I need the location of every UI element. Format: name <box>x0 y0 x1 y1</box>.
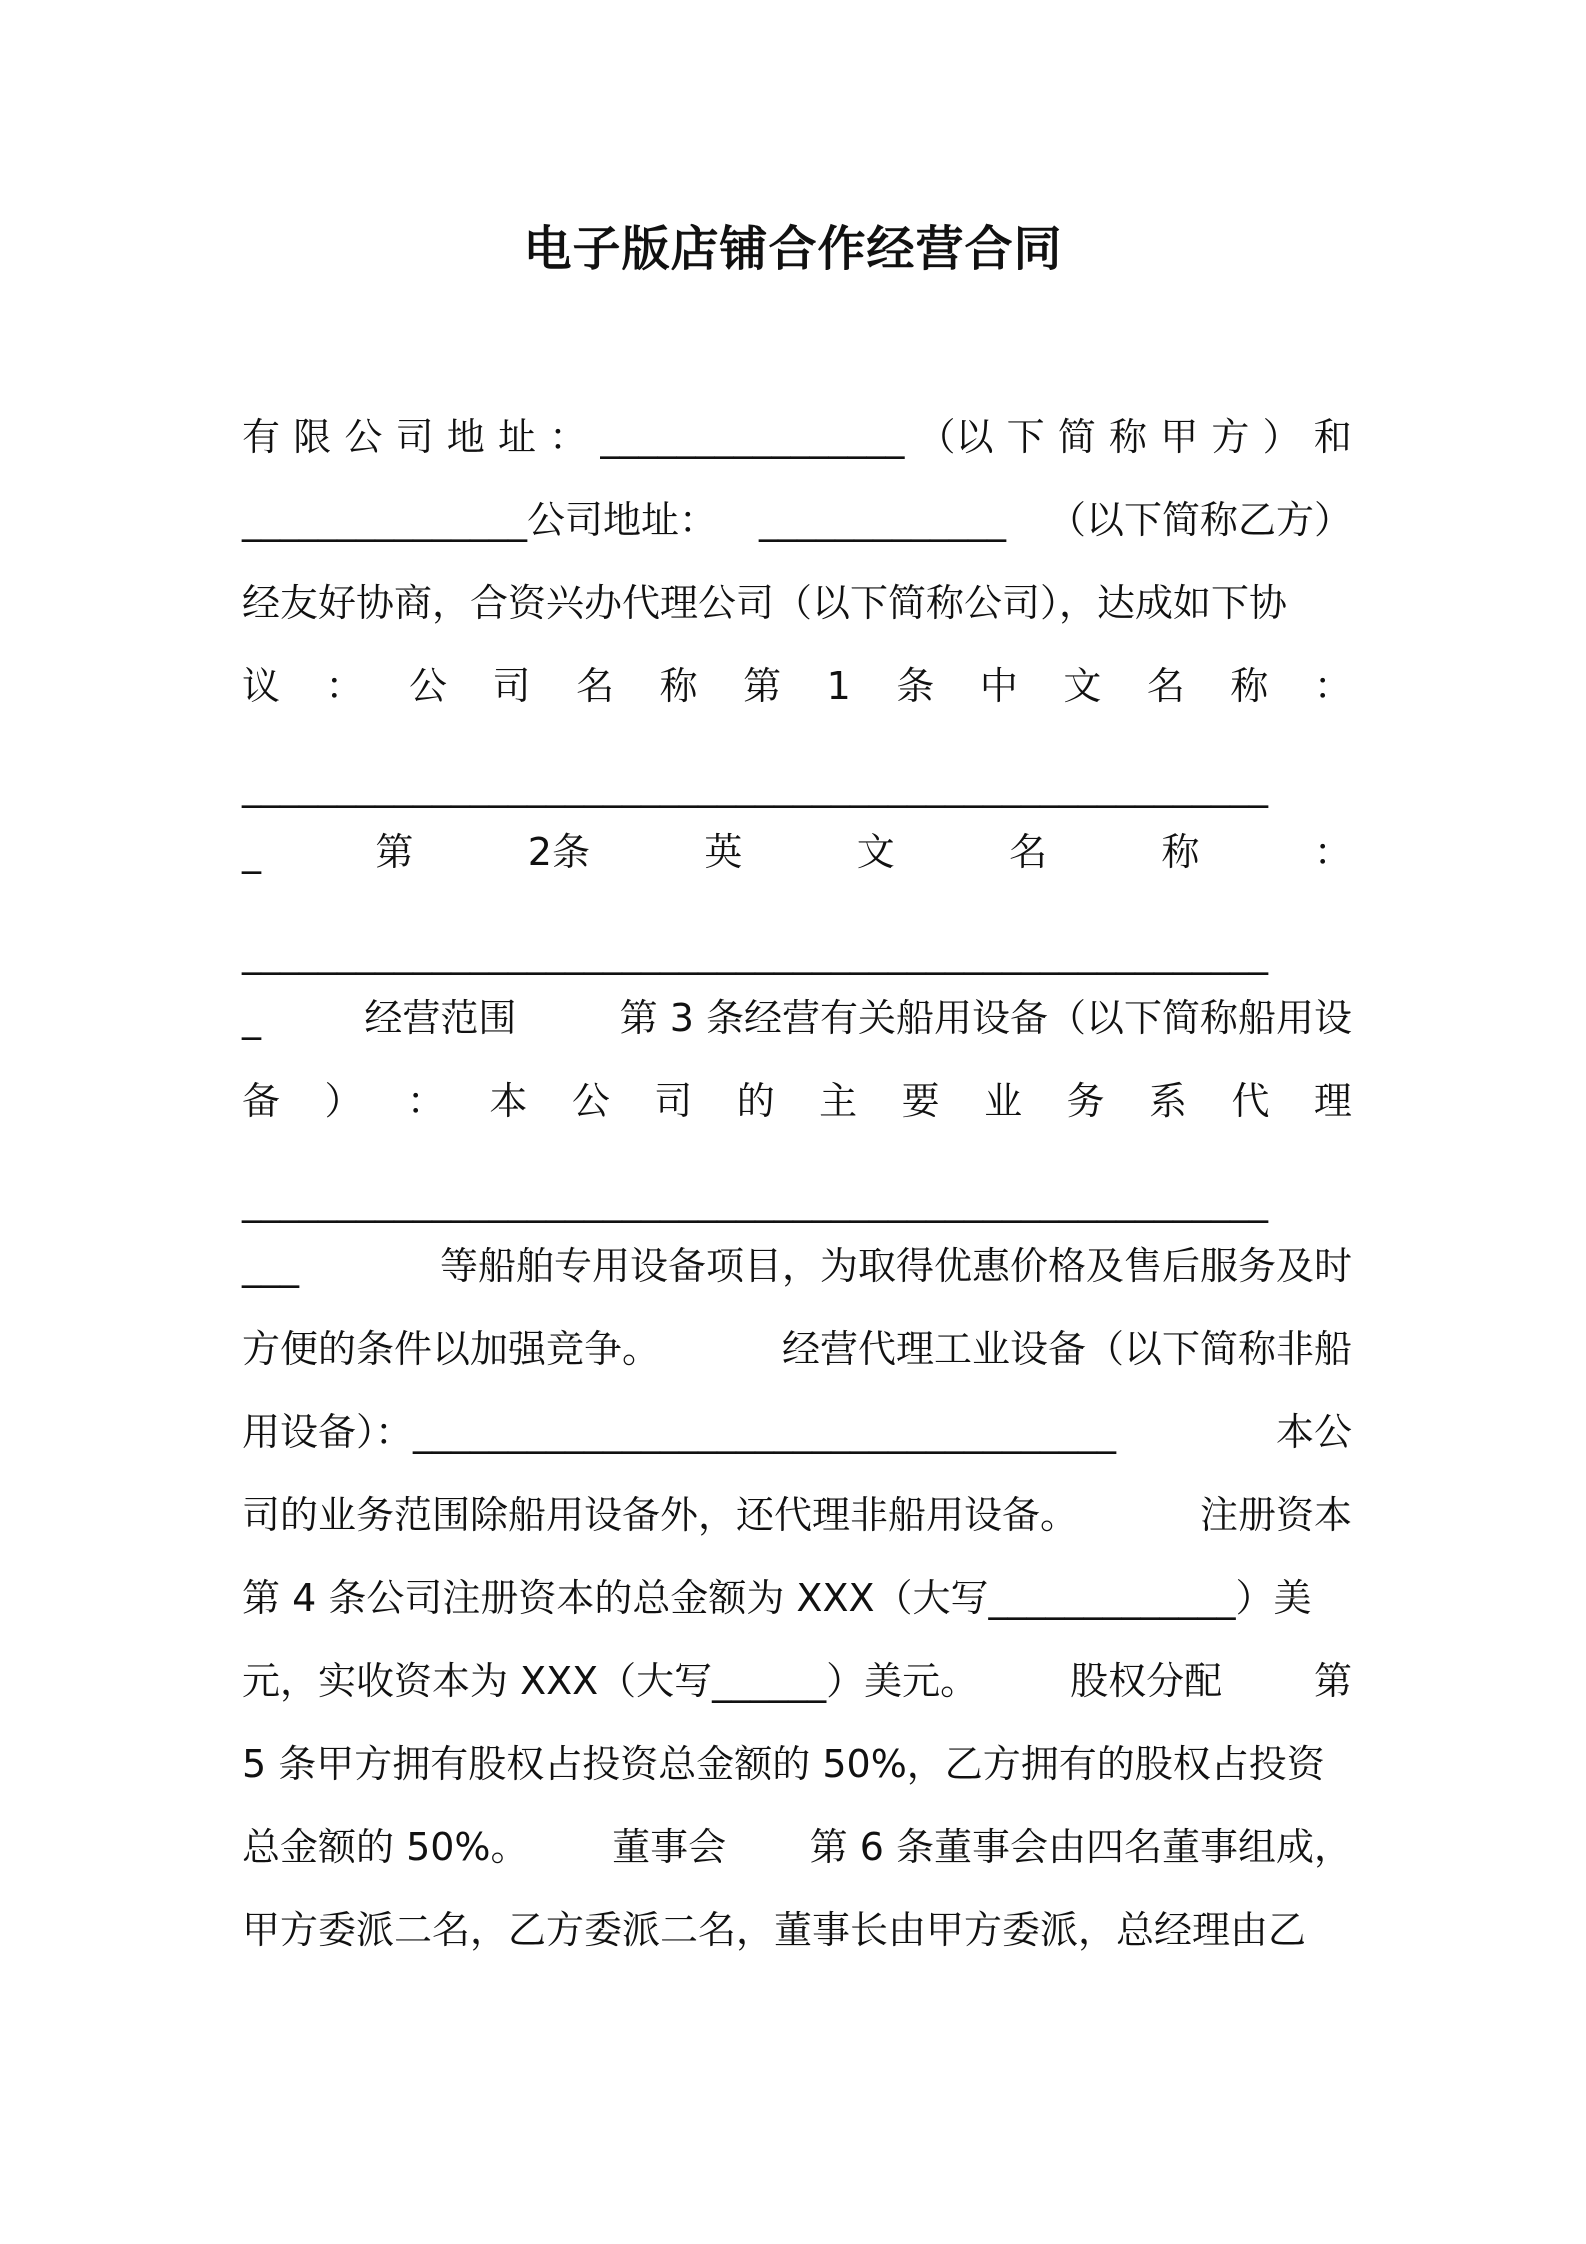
line-segment: 本 <box>489 1079 528 1123</box>
line-segment: _ <box>242 830 261 874</box>
body-line <box>242 928 1352 978</box>
line-segment: 文 <box>1063 664 1102 708</box>
line-segment: 务 <box>1066 1079 1105 1123</box>
line-segment: ： <box>1313 664 1352 708</box>
body-line <box>242 578 1352 628</box>
line-segment: 下 <box>1006 415 1045 459</box>
body-line <box>242 495 1352 545</box>
line-segment: ______________________________________________________ <box>242 1179 1268 1223</box>
line-segment: 地 <box>446 415 485 459</box>
line-segment: _____________ <box>759 498 1006 542</box>
body-line <box>242 1176 1352 1226</box>
body-line <box>242 1573 1352 1623</box>
line-segment: 公 <box>344 415 383 459</box>
line-segment: ） <box>324 1079 363 1123</box>
line-segment: 址 <box>497 415 536 459</box>
line-segment: 要 <box>901 1079 940 1123</box>
line-segment: 英 <box>704 830 743 874</box>
line-segment: 名 <box>1146 664 1185 708</box>
line-segment: 用设备）：_____________________________________ <box>242 1410 1117 1454</box>
body-line <box>242 1076 1352 1126</box>
line-segment: （以下简称乙方） <box>1047 498 1352 542</box>
line-segment: 理 <box>1313 1079 1352 1123</box>
line-segment: 中 <box>979 664 1018 708</box>
line-segment: 第 <box>375 830 414 874</box>
line-segment: 第 <box>1313 1659 1352 1703</box>
body-line <box>242 827 1352 877</box>
line-segment: ___ <box>242 1244 299 1288</box>
line-segment: 称 <box>1161 830 1200 874</box>
line-segment: 称 <box>1109 415 1148 459</box>
body-line <box>242 1656 1352 1706</box>
body-line <box>242 1905 1352 1955</box>
line-segment: ） <box>1262 415 1301 459</box>
line-segment: ： <box>1313 830 1352 874</box>
body-line <box>242 761 1352 811</box>
line-segment: 备 <box>242 1079 281 1123</box>
body-line <box>242 1324 1352 1374</box>
line-segment: 股权分配 <box>1070 1659 1223 1703</box>
line-segment: 第 3 条经营有关船用设备（以下简称船用设 <box>619 996 1352 1040</box>
line-segment: 第 <box>743 664 782 708</box>
line-segment: ________________ <box>600 415 905 459</box>
line-segment: 名 <box>576 664 615 708</box>
line-segment: 业 <box>984 1079 1023 1123</box>
line-segment: _ <box>242 996 261 1040</box>
line-segment: 方便的条件以加强竞争。 <box>242 1327 661 1371</box>
line-segment: ： <box>549 415 588 459</box>
body-line <box>242 993 1352 1043</box>
line-segment: 称 <box>1230 664 1269 708</box>
line-segment: （以 <box>917 415 994 459</box>
line-segment: 1 <box>826 664 851 708</box>
body-line <box>242 1241 1352 1291</box>
line-segment: 第 6 条董事会由四名董事组成， <box>809 1825 1352 1869</box>
body-line <box>242 1739 1352 1789</box>
document-title: 电子版店铺合作经营合同 <box>523 221 1063 277</box>
line-segment: ______________________________________________________ <box>242 764 1268 808</box>
body-line <box>242 1822 1352 1872</box>
line-segment: 司 <box>654 1079 693 1123</box>
line-segment: 元，实收资本为 XXX（大写______）美元。 <box>242 1659 979 1703</box>
line-segment: 第 4 条公司注册资本的总金额为 XXX（大写_____________）美 <box>242 1576 1312 1620</box>
line-segment: 本公 <box>1275 1410 1352 1454</box>
line-segment: 主 <box>819 1079 858 1123</box>
line-segment: 限 <box>293 415 332 459</box>
line-segment: 和 <box>1313 415 1352 459</box>
line-segment: 名 <box>1009 830 1048 874</box>
line-segment: ______________________________________________________ <box>242 931 1268 975</box>
line-segment: 的 <box>736 1079 775 1123</box>
line-segment: 称 <box>659 664 698 708</box>
line-segment: 条 <box>896 664 935 708</box>
line-segment: ： <box>406 1079 445 1123</box>
line-segment: 司的业务范围除船用设备外，还代理非船用设备。 <box>242 1493 1079 1537</box>
line-segment: 董事会 <box>612 1825 727 1869</box>
line-segment: 议 <box>242 664 281 708</box>
line-segment: 经营范围 <box>364 996 517 1040</box>
line-segment: 经友好协商，合资兴办代理公司（以下简称公司），达成如下协 <box>242 581 1288 625</box>
line-segment: 5 条甲方拥有股权占投资总金额的 50%，乙方拥有的股权占投资 <box>242 1742 1325 1786</box>
line-segment: 简 <box>1057 415 1096 459</box>
line-segment: 文 <box>856 830 895 874</box>
body-line <box>242 1407 1352 1457</box>
line-segment: 系 <box>1148 1079 1187 1123</box>
line-segment: 等船舶专用设备项目，为取得优惠价格及售后服务及时 <box>439 1244 1352 1288</box>
line-segment: _______________公司地址： <box>242 498 718 542</box>
line-segment: 2条 <box>527 830 590 874</box>
line-segment: 公 <box>571 1079 610 1123</box>
line-segment: 司 <box>395 415 434 459</box>
body-line <box>242 412 1352 462</box>
line-segment: 代 <box>1231 1079 1270 1123</box>
line-segment: 公 <box>409 664 448 708</box>
line-segment: 总金额的 50%。 <box>242 1825 529 1869</box>
line-segment: 注册资本 <box>1199 1493 1352 1537</box>
line-segment: 甲 <box>1160 415 1199 459</box>
line-segment: 司 <box>492 664 531 708</box>
line-segment: 方 <box>1211 415 1250 459</box>
line-segment: 有 <box>242 415 281 459</box>
line-segment: ： <box>325 664 364 708</box>
body-line <box>242 1490 1352 1540</box>
line-segment: 甲方委派二名，乙方委派二名，董事长由甲方委派，总经理由乙 <box>242 1908 1307 1952</box>
body-line <box>242 661 1352 711</box>
line-segment: 经营代理工业设备（以下简称非船 <box>781 1327 1352 1371</box>
